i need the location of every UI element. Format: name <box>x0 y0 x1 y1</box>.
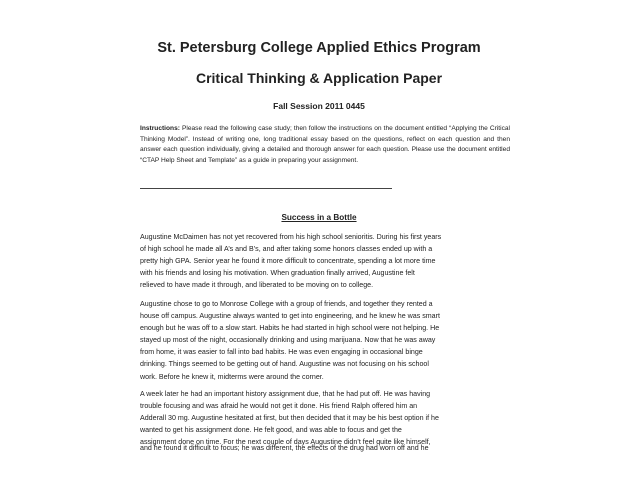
text-line: from home, it was easier to fall into bad habits. He was even engaging in occasional binge <box>140 348 423 357</box>
text-line: assignment done on time. For the next couple of days Augustine didn’t feel quite like himself, <box>140 438 431 447</box>
text-line: and he found it difficult to focus; he was different, the effects of the drug had worn off and he <box>140 444 429 452</box>
instructions-text-line: Please read the following case study; then follow the instructions on the document entitled <box>179 125 448 132</box>
paragraph-1 <box>140 231 510 291</box>
clipped-text-line <box>140 444 510 454</box>
text-line: with his friends and losing his motivation. When graduation finally arrived, Augustine felt <box>140 269 415 278</box>
paragraph-3 <box>140 388 510 448</box>
text-line: enough but he was off to a slow start. Habits he had started in high school were not helping. He <box>140 324 440 333</box>
text-line: house off campus. Augustine always wanted to get into engineering, and he knew he was smart <box>140 312 440 321</box>
instructions-text-line: questions, reflect on each question and then answer each question individually, giving a detailed and <box>140 135 510 154</box>
document-subtitle: Critical Thinking & Application Paper <box>195 70 443 86</box>
instructions-text-line: as a guide in preparing your assignment. <box>238 156 359 164</box>
text-line: work. Before he knew it, midterms were around the corner. <box>140 372 324 381</box>
instructions-label: Instructions: <box>140 125 180 132</box>
horizontal-divider <box>140 188 392 189</box>
text-line: trouble focusing and was afraid he would not get it done. His friend Ralph offered him an <box>140 402 418 411</box>
document-title: St. Petersburg College Applied Ethics Program <box>157 40 481 56</box>
text-line: drinking. Things seemed to be getting out of hand. Augustine was not focusing on his school <box>140 360 429 369</box>
text-line: pretty high GPA. Senior year he found it more difficult to concentrate, spending a lot more time <box>140 257 436 266</box>
paragraph-2 <box>140 298 510 383</box>
text-line: Augustine McDaimen has not yet recovered from his high school senioritis. During his first years <box>140 233 442 241</box>
text-line: relieved to have made it through, and liberated to be moving on to college. <box>140 281 374 290</box>
session-label: Fall Session 2011 0445 <box>273 101 365 111</box>
instructions-text-line: “Applying the Critical Thinking Model”. Instead of writing one, long traditional essay based on the <box>140 125 511 143</box>
text-line: stayed up most of the night, occasionally drinking and using marijuana. Now that he was away <box>140 336 436 345</box>
text-line: Adderall 30 mg. Augustine hesitated at first, but then decided that it may be his best option if he <box>140 414 439 423</box>
text-line: Augustine chose to go to Monrose College with a group of friends, and together they rented a <box>140 300 433 308</box>
text-line: of high school he made all A’s and B’s, and after taking some honors classes ended up with a <box>140 245 433 254</box>
case-study-title: Success in a Bottle <box>281 213 357 222</box>
text-line: A week later he had an important history assignment due, that he had put off. He was having <box>140 390 431 398</box>
instructions-text-line: thorough answer for each question. Please use the document entitled “CTAP Help Sheet and Template” <box>140 146 510 164</box>
text-line: wanted to get his assignment done. He felt good, and was able to focus and get the <box>140 426 402 435</box>
instructions-block <box>140 124 510 166</box>
